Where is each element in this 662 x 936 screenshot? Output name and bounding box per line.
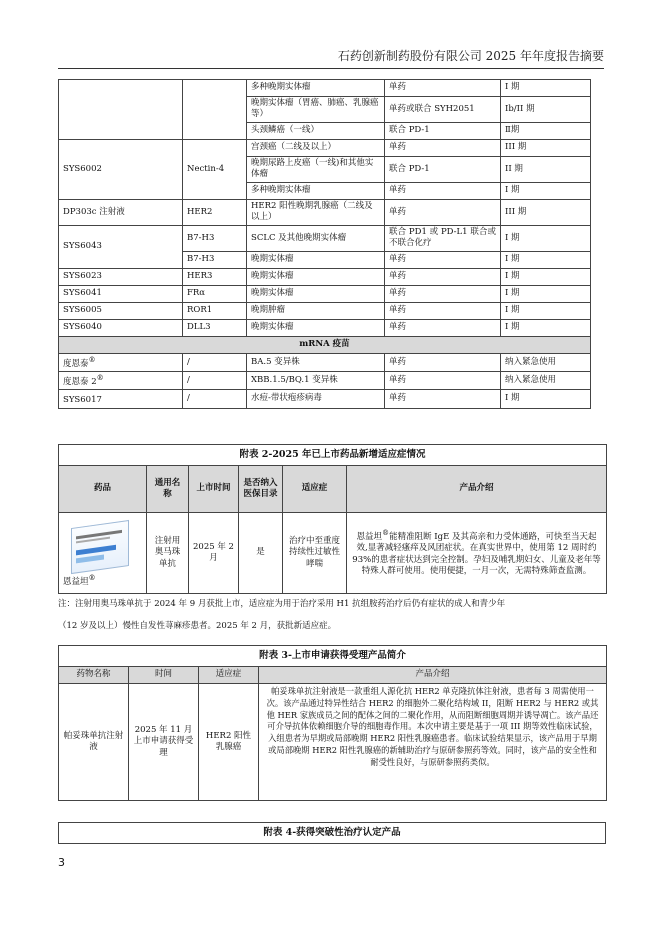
drug-name-cell: SYS6002 [59, 139, 183, 199]
indication-cell: 多种晚期实体瘤 [247, 80, 385, 97]
generic-name-cell: 注射用奥马珠单抗 [147, 513, 189, 594]
drug-name-cell: SYS6043 [59, 225, 183, 268]
indication-cell: BA.5 变异株 [247, 353, 385, 371]
table-caption: 附表 4-获得突破性治疗认定产品 [59, 823, 606, 844]
phase-cell: III 期 [501, 139, 591, 156]
drug-name-cell: 度恩泰 2® [59, 372, 183, 390]
table-row [59, 319, 591, 336]
breakthrough-table [58, 822, 606, 844]
table-row [59, 285, 591, 302]
indication-cell: 多种晚期实体瘤 [247, 182, 385, 199]
table-row [59, 268, 591, 285]
column-header: 药物名称 [59, 667, 129, 684]
footnote-line: 注：注射用奥马珠单抗于 2024 年 9 月获批上市，适应症为用于治疗采用 H1 抗组胺药治疗后仍有症状的成人和青少年 [58, 599, 506, 609]
drug-name-cell: DP303c 注射液 [59, 199, 183, 225]
drug-image-cell [59, 513, 147, 594]
product-intro-cell: 帕妥珠单抗注射液是一款重组人源化抗 HER2 单克隆抗体注射液，患者每 3 周需使用一次。该产品通过特异性结合 HER2 的细胞外二聚化结构域 II，阻断 HER2 与 HER2 或其他 HER 家族成员之间的配体之间的二聚化作用，从而阻断细胞周期并诱导凋亡。该产品还可介导抗体依赖细胞介导的细胞毒作用。本次申请主要是基于一项 III 期等效性临床试验，入组患者为早期或局部晚期 HER2 阳性乳腺癌患者。临床试验结果显示，该产品用于早期或局部晚期 HER2 阳性乳腺癌的新辅助治疗与原研参照药等效。同时，该产品的安全性和耐受性良好，与原研参照药类似。 [259, 684, 607, 801]
column-header: 适应症 [199, 667, 259, 684]
phase-cell: 纳入紧急使用 [501, 372, 591, 390]
product-intro-cell: 恩益坦®能精准阻断 IgE 及其高亲和力受体通路，可快至当天起效,显著减轻瘙痒及风团症状。在真实世界中，使用第 12 周时约 93%的患者症状达到完全控制。孕妇及哺乳期妇女、儿童及老年等特殊人群可使用。使用便捷，一月一次，无需特殊筛查监测。 [347, 513, 607, 594]
new-indication-table [58, 444, 607, 594]
page-number: 3 [58, 856, 65, 869]
therapy-type-cell: 单药 [385, 268, 501, 285]
target-cell: FRα [183, 285, 247, 302]
phase-cell: I 期 [501, 251, 591, 268]
phase-cell: I 期 [501, 390, 591, 408]
phase-cell: I 期 [501, 80, 591, 97]
target-cell: DLL3 [183, 319, 247, 336]
drug-name-cell: SYS6017 [59, 390, 183, 408]
table-row [59, 225, 591, 251]
indication-cell: 晚期实体瘤 [247, 268, 385, 285]
table-row [59, 80, 591, 97]
column-header: 产品介绍 [259, 667, 607, 684]
therapy-type-cell: 单药 [385, 353, 501, 371]
phase-cell: Ib/II 期 [501, 97, 591, 123]
indication-cell: 晚期实体瘤 [247, 319, 385, 336]
table-row [59, 199, 591, 225]
therapy-type-cell: 单药 [385, 285, 501, 302]
target-cell: B7-H3 [183, 225, 247, 251]
column-header: 产品介绍 [347, 466, 607, 513]
phase-cell: Ⅱ期 [501, 122, 591, 139]
therapy-type-cell: 联合 PD-1 [385, 156, 501, 182]
indication-cell: 晚期尿路上皮癌（一线)和其他实体瘤 [247, 156, 385, 182]
target-cell: B7-H3 [183, 251, 247, 268]
insurance-cell: 是 [239, 513, 283, 594]
indication-cell: 宫颈癌（二线及以上） [247, 139, 385, 156]
indication-cell: XBB.1.5/BQ.1 变异株 [247, 372, 385, 390]
target-cell: HER2 [183, 199, 247, 225]
medicine-box-icon [71, 520, 129, 574]
time-cell: 2025 年 11 月上市申请获得受理 [129, 684, 199, 801]
table-row [59, 372, 591, 390]
indication-cell: 头颈鳞癌（一线） [247, 122, 385, 139]
therapy-type-cell: 单药 [385, 390, 501, 408]
therapy-type-cell: 单药或联合 SYH2051 [385, 97, 501, 123]
drug-name-cell: SYS6023 [59, 268, 183, 285]
phase-cell: 纳入紧急使用 [501, 353, 591, 371]
indication-cell: 晚期肿瘤 [247, 302, 385, 319]
footnote-line: （12 岁及以上）慢性自发性荨麻疹患者。2025 年 2 月，获批新适应症。 [58, 621, 337, 631]
column-header: 时间 [129, 667, 199, 684]
indication-cell: 晚期实体瘤 [247, 285, 385, 302]
drug-name-cell: SYS6041 [59, 285, 183, 302]
table-row [59, 390, 591, 408]
indication-cell: HER2 阳性乳腺癌 [199, 684, 259, 801]
report-header-title: 石药创新制药股份有限公司 2025 年年度报告摘要 [337, 49, 604, 63]
accepted-application-table [58, 645, 607, 801]
table-caption-row [59, 823, 606, 844]
target-cell: ROR1 [183, 302, 247, 319]
therapy-type-cell: 单药 [385, 302, 501, 319]
therapy-type-cell: 单药 [385, 319, 501, 336]
therapy-type-cell: 单药 [385, 139, 501, 156]
table-row [59, 513, 607, 594]
table-row [59, 684, 607, 801]
table-caption: 附表 3-上市申请获得受理产品简介 [59, 646, 607, 667]
indication-cell: 治疗中至重度持续性过敏性哮喘 [283, 513, 347, 594]
table-header-row [59, 667, 607, 684]
drug-name-cell: 帕妥珠单抗注射液 [59, 684, 129, 801]
therapy-type-cell: 联合 PD1 或 PD-L1 联合或不联合化疗 [385, 225, 501, 251]
table-row [59, 353, 591, 371]
table-caption: 附表 2-2025 年已上市药品新增适应症情况 [59, 445, 607, 466]
drug-name-cell: SYS6005 [59, 302, 183, 319]
phase-cell: I 期 [501, 319, 591, 336]
indication-cell: SCLC 及其他晚期实体瘤 [247, 225, 385, 251]
pipeline-table [58, 79, 591, 409]
indication-cell: 水痘-带状疱疹病毒 [247, 390, 385, 408]
drug-name-cell: SYS6040 [59, 319, 183, 336]
mrna-section-row [59, 336, 591, 353]
phase-cell: I 期 [501, 182, 591, 199]
column-header: 药品 [59, 466, 147, 513]
indication-cell: HER2 阳性晚期乳腺癌（二线及以上） [247, 199, 385, 225]
phase-cell: I 期 [501, 302, 591, 319]
column-header: 是否纳入医保目录 [239, 466, 283, 513]
table-caption-row [59, 445, 607, 466]
therapy-type-cell: 单药 [385, 372, 501, 390]
drug-image-caption: 恩益坦® [63, 572, 96, 587]
indication-cell: 晚期实体瘤（胃癌、肺癌、乳腺癌等） [247, 97, 385, 123]
therapy-type-cell: 联合 PD-1 [385, 122, 501, 139]
target-cell: / [183, 372, 247, 390]
therapy-type-cell: 单药 [385, 80, 501, 97]
header-divider [58, 68, 604, 69]
launch-time-cell: 2025 年 2 月 [189, 513, 239, 594]
drug-name-cell [59, 80, 183, 140]
target-cell: HER3 [183, 268, 247, 285]
phase-cell: III 期 [501, 199, 591, 225]
section-heading: mRNA 疫苗 [59, 336, 591, 353]
target-cell: / [183, 390, 247, 408]
therapy-type-cell: 单药 [385, 251, 501, 268]
drug-name-cell: 度恩泰® [59, 353, 183, 371]
column-header: 通用名称 [147, 466, 189, 513]
phase-cell: I 期 [501, 225, 591, 251]
therapy-type-cell: 单药 [385, 199, 501, 225]
phase-cell: II 期 [501, 156, 591, 182]
indication-cell: 晚期实体瘤 [247, 251, 385, 268]
phase-cell: I 期 [501, 268, 591, 285]
table-header-row [59, 466, 607, 513]
table-row [59, 302, 591, 319]
target-cell: / [183, 353, 247, 371]
column-header: 适应症 [283, 466, 347, 513]
column-header: 上市时间 [189, 466, 239, 513]
target-cell: Nectin-4 [183, 139, 247, 199]
table-caption-row [59, 646, 607, 667]
therapy-type-cell: 单药 [385, 182, 501, 199]
table-row [59, 139, 591, 156]
target-cell [183, 80, 247, 140]
phase-cell: I 期 [501, 285, 591, 302]
drug-package-image [63, 518, 145, 588]
